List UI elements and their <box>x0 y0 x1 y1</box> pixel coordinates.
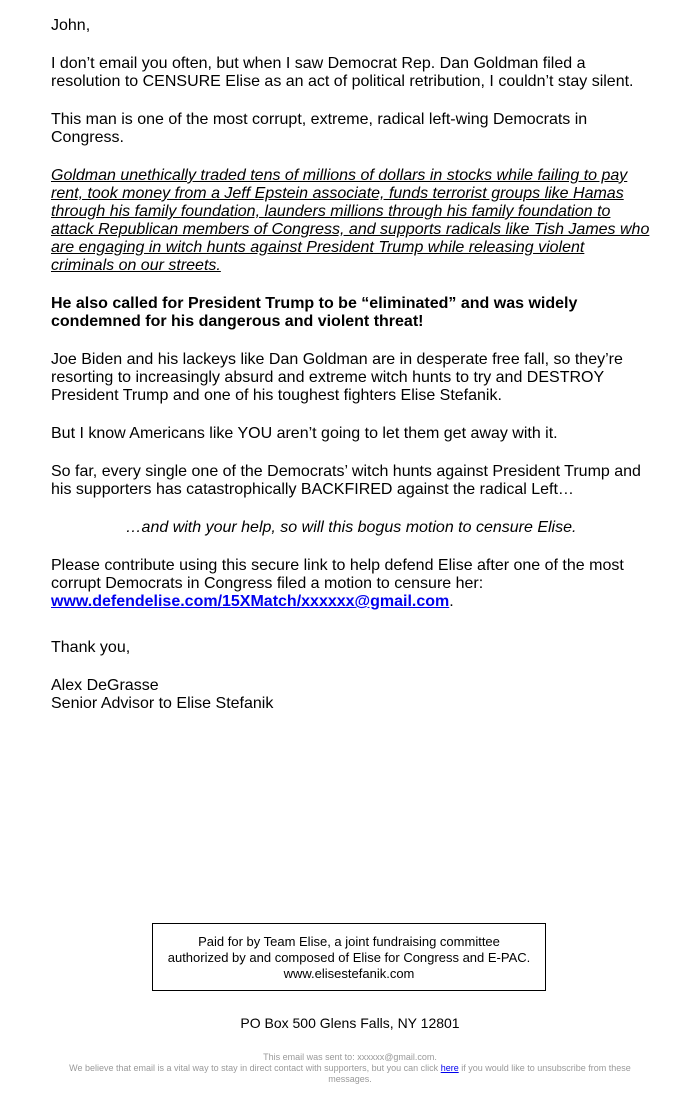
paragraph-7: So far, every single one of the Democrats’ witch hunts against President Trump and his supporters has catastrophically BACKFIRED against the radical Left… <box>51 463 641 498</box>
paragraph-8-centered: …and with your help, so will this bogus motion to censure Elise. <box>125 519 577 536</box>
paragraph-3-italic: Goldman unethically traded tens of millions of dollars in stocks while failing to pay rent, took money from a Jeff Epstein associate, funds terrorist groups like Hamas through his family foundation, launders millions through his family foundation to attack Republican members of Congress, and supports radicals like Tish James who are engaging in witch hunts against President Trump while releasing violent criminals on our streets. <box>51 167 650 274</box>
greeting: John, <box>51 17 91 34</box>
unsubscribe-suffix: if you would like to unsubscribe from these messages. <box>328 1063 631 1084</box>
mailing-address: PO Box 500 Glens Falls, NY 12801 <box>240 1015 460 1031</box>
sent-to-notice: This email was sent to: xxxxxx@gmail.com. <box>263 1052 437 1062</box>
email-body <box>51 17 651 713</box>
signature <box>51 677 651 713</box>
paragraph-6: But I know Americans like YOU aren’t going to let them get away with it. <box>51 425 558 442</box>
donate-link[interactable]: www.defendelise.com/15XMatch/xxxxxx@gmail.com <box>51 593 450 610</box>
paragraph-5: Joe Biden and his lackeys like Dan Goldman are in desperate free fall, so they’re resorting to increasingly absurd and extreme witch hunts to try and DESTROY President Trump and one of his toughest fighters Elise Stefanik. <box>51 351 623 404</box>
closing: Thank you, <box>51 639 131 656</box>
signature-title: Senior Advisor to Elise Stefanik <box>51 695 274 712</box>
unsubscribe-notice <box>48 1063 652 1085</box>
unsubscribe-link[interactable]: here <box>440 1063 459 1073</box>
link-suffix: . <box>449 593 454 610</box>
email-footer <box>48 1052 652 1085</box>
paragraph-1: I don’t email you often, but when I saw Democrat Rep. Dan Goldman filed a resolution to CENSURE Elise as an act of political retribution, I couldn’t stay silent. <box>51 55 634 90</box>
unsubscribe-prefix: We believe that email is a vital way to stay in direct contact with supporters, but you can click <box>69 1063 439 1073</box>
contribute-text: Please contribute using this secure link to help defend Elise after one of the most corrupt Democrats in Congress filed a motion to censure her: <box>51 557 624 592</box>
paragraph-4-bold: He also called for President Trump to be “eliminated” and was widely condemned for his dangerous and violent threat! <box>51 295 578 330</box>
paragraph-9 <box>51 557 651 611</box>
paid-for-disclaimer: Paid for by Team Elise, a joint fundraising committee authorized by and composed of Elise for Congress and E-PAC. www.elisestefanik.com <box>152 923 546 991</box>
paragraph-2: This man is one of the most corrupt, extreme, radical left-wing Democrats in Congress. <box>51 111 588 146</box>
signature-name: Alex DeGrasse <box>51 677 159 694</box>
